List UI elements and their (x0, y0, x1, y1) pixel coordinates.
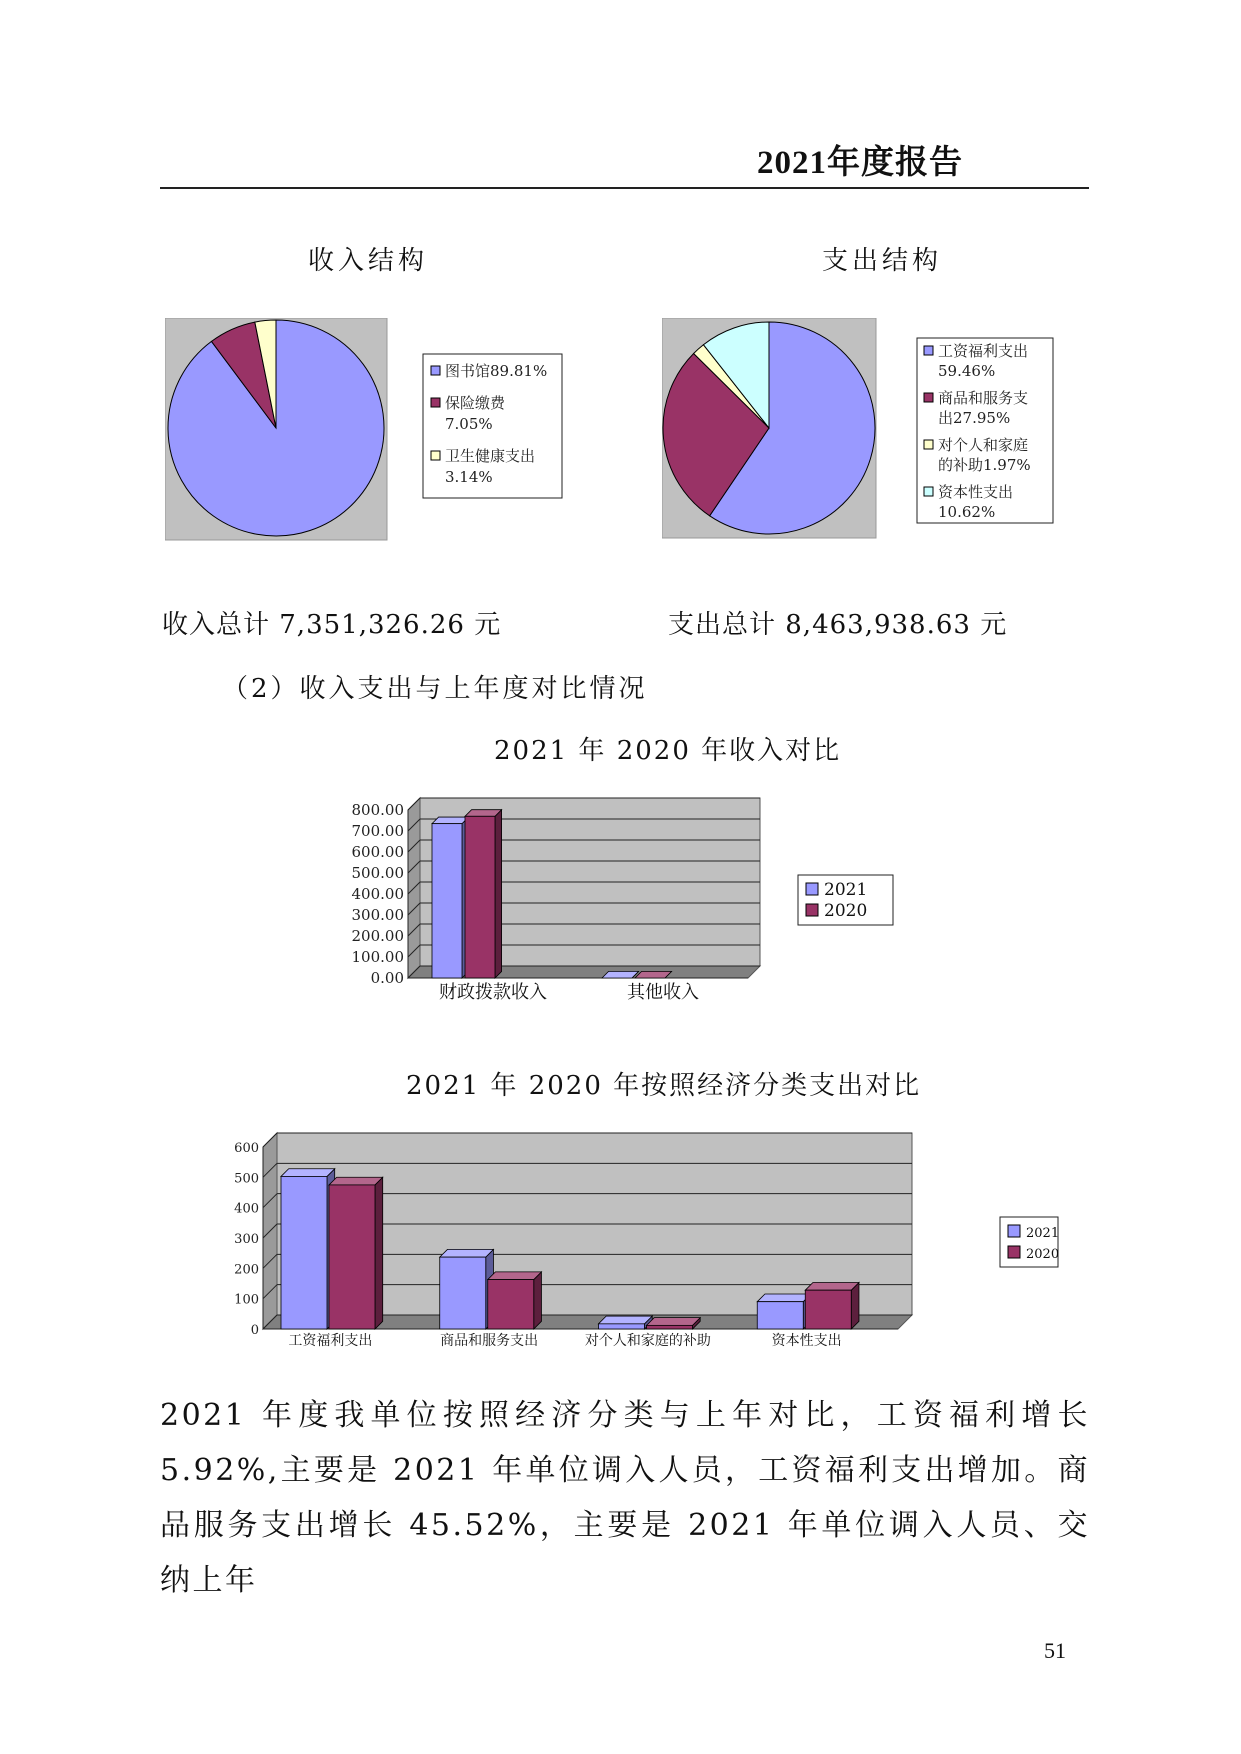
income-comparison-y-tick-label: 800.00 (351, 801, 404, 819)
income-pie-legend-label-0: 图书馆89.81% (445, 362, 548, 380)
income-comparison-chart (320, 790, 910, 1015)
expense-pie-legend-swatch-2 (924, 440, 933, 449)
income-comparison-bar-2020-1 (635, 971, 672, 978)
income-comparison-y-tick-label: 0.00 (370, 969, 404, 987)
expense-structure-title: 支出结构 (822, 246, 943, 276)
income-total: 收入总计 7,351,326.26 元 (162, 610, 502, 640)
income-comparison-y-tick-label: 400.00 (351, 885, 404, 903)
expense-comparison-y-tick-label: 0 (250, 1323, 259, 1338)
expense-comparison-category-label: 工资福利支出 (288, 1333, 373, 1349)
income-pie-legend-label-2: 3.14% (445, 468, 493, 486)
income-comparison-y-tick-label: 200.00 (351, 927, 404, 945)
income-comparison-y-tick-label: 100.00 (351, 948, 404, 966)
expense-comparison-category-label: 对个人和家庭的补助 (584, 1333, 711, 1349)
expense-comparison-legend-swatch-2020 (1008, 1246, 1020, 1258)
expense-pie-legend-swatch-1 (924, 393, 933, 402)
expense-pie-chart (662, 318, 1062, 548)
income-comparison-y-tick-label: 500.00 (351, 864, 404, 882)
section-heading: （2）收入支出与上年度对比情况 (222, 674, 648, 704)
expense-pie-legend-label-1: 出27.95% (938, 409, 1011, 427)
expense-comparison-bar-2020-1 (488, 1272, 542, 1329)
income-comparison-title: 2021 年 2020 年收入对比 (494, 736, 842, 766)
expense-comparison-chart (225, 1125, 1065, 1365)
analysis-paragraph: 2021 年度我单位按照经济分类与上年对比，工资福利增长 5.92%,主要是 2021 年单位调入人员，工资福利支出增加。商品服务支出增长 45.52%，主要是 2021 年单位调入人员、交纳上年 (160, 1398, 1090, 1598)
income-comparison-legend-swatch-2020 (806, 904, 818, 916)
expense-pie-legend-label-2: 的补助1.97% (938, 456, 1031, 474)
expense-comparison-legend-label: 2021 (1026, 1226, 1060, 1241)
income-comparison-y-tick-label: 300.00 (351, 906, 404, 924)
expense-pie-legend-label-0: 工资福利支出 (938, 342, 1029, 360)
income-pie-legend-label-1: 保险缴费 (445, 394, 506, 412)
expense-comparison-legend-label: 2020 (1026, 1247, 1060, 1262)
expense-pie-legend-label-3: 资本性支出 (938, 483, 1014, 501)
income-comparison-bar-2021-0 (432, 817, 469, 978)
income-pie-legend-label-1: 7.05% (445, 415, 493, 433)
income-structure-title: 收入结构 (308, 246, 429, 276)
expense-comparison-bar-2021-2 (599, 1316, 653, 1329)
expense-total: 支出总计 8,463,938.63 元 (668, 610, 1008, 640)
expense-comparison-y-tick-label: 100 (234, 1292, 259, 1308)
expense-comparison-bar-2020-3 (805, 1282, 859, 1329)
expense-comparison-bar-2021-0 (281, 1169, 335, 1329)
income-comparison-y-tick-label: 600.00 (351, 843, 404, 861)
expense-comparison-bar-2020-2 (647, 1318, 701, 1329)
expense-pie-legend-label-2: 对个人和家庭 (938, 436, 1029, 454)
income-pie-legend-label-2: 卫生健康支出 (445, 447, 536, 465)
expense-comparison-category-label: 商品和服务支出 (440, 1333, 539, 1349)
report-header-title: 2021年度报告 (757, 145, 963, 181)
income-comparison-category-label: 其他收入 (627, 982, 699, 1003)
income-comparison-bar-2021-1 (602, 971, 639, 978)
income-comparison-bar-2020-0 (465, 810, 502, 978)
expense-comparison-y-tick-label: 400 (234, 1201, 259, 1217)
income-comparison-category-label: 财政拨款收入 (439, 982, 547, 1003)
expense-pie-legend-label-3: 10.62% (938, 503, 996, 521)
expense-comparison-bar-2020-0 (329, 1177, 383, 1329)
income-comparison-legend-label: 2020 (824, 901, 868, 921)
expense-comparison-bar-2021-1 (440, 1249, 494, 1329)
expense-comparison-y-tick-label: 500 (234, 1171, 259, 1187)
income-pie-chart (165, 318, 565, 548)
expense-comparison-y-tick-label: 300 (234, 1232, 259, 1247)
income-pie-legend-swatch-2 (431, 451, 440, 460)
expense-comparison-title: 2021 年 2020 年按照经济分类支出对比 (406, 1071, 922, 1101)
expense-pie-legend-label-0: 59.46% (938, 362, 996, 380)
expense-comparison-bar-2021-3 (757, 1294, 811, 1329)
expense-pie-legend-swatch-0 (924, 346, 933, 355)
expense-comparison-y-tick-label: 200 (234, 1262, 259, 1278)
expense-comparison-y-tick-label: 600 (234, 1141, 259, 1156)
expense-comparison-legend-swatch-2021 (1008, 1225, 1020, 1237)
income-pie-legend-swatch-1 (431, 398, 440, 407)
income-comparison-legend-label: 2021 (824, 880, 868, 900)
header-divider (160, 187, 1089, 189)
page-number: 51 (1044, 1638, 1066, 1663)
income-pie-legend-swatch-0 (431, 366, 440, 375)
income-comparison-y-tick-label: 700.00 (351, 822, 404, 840)
income-comparison-legend-swatch-2021 (806, 883, 818, 895)
expense-pie-legend-label-1: 商品和服务支 (938, 389, 1029, 407)
expense-pie-legend-swatch-3 (924, 487, 933, 496)
expense-comparison-category-label: 资本性支出 (771, 1333, 842, 1349)
